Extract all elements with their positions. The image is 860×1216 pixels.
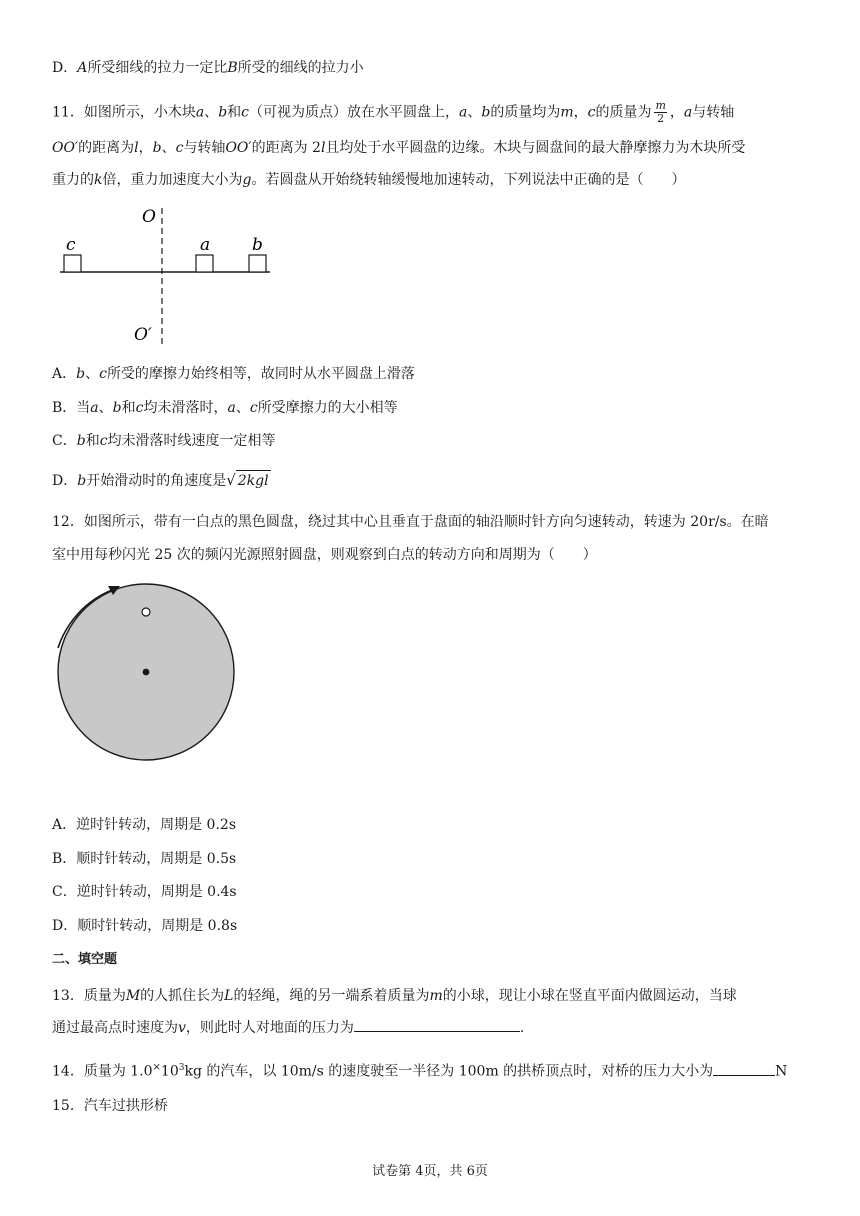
var-b: b (76, 366, 86, 382)
var-L: L (224, 988, 234, 1004)
var-a: a (683, 104, 693, 121)
q14-stem (52, 1058, 787, 1082)
q11-stem-line3 (52, 170, 685, 190)
q12-option-a: A．逆时针转动，周期是 0.2s (52, 817, 237, 833)
stem-text: ， (138, 140, 153, 156)
stem-text: 与转轴 (183, 140, 226, 156)
option-text: 、 (98, 400, 113, 416)
var-c: c (99, 433, 108, 449)
stem-text: 与转轴 (692, 104, 735, 121)
page-footer: 试卷第 4页，共 6页 (372, 1164, 488, 1179)
option-text: 、 (235, 400, 250, 416)
option-label: A． (52, 366, 77, 382)
section-heading-fill-in: 二、填空题 (52, 952, 118, 967)
fraction-numerator: m (655, 99, 666, 112)
var-c: c (241, 104, 249, 121)
stem-text: 13．质量为 (52, 988, 126, 1004)
var-v: v (178, 1020, 186, 1036)
var-A: A (77, 60, 88, 76)
fraction-m-over-2 (654, 100, 666, 125)
stem-text: 重力的 (52, 172, 94, 188)
option-text: 所受摩擦力的大小相等 (257, 400, 398, 416)
stem-text: ， (573, 104, 588, 121)
label-c: c (66, 235, 76, 255)
var-b: b (77, 473, 87, 489)
stem-text: 、 (467, 104, 482, 121)
q11-option-d (52, 470, 271, 491)
center-dot (143, 669, 150, 676)
var-b: b (76, 433, 86, 449)
stem-text: 的距离为 (78, 140, 135, 156)
var-B: B (227, 60, 238, 76)
exponent: 3 (178, 1063, 185, 1073)
q12-option-c: C．逆时针转动，周期是 0.4s (52, 884, 237, 900)
var-M: M (125, 988, 141, 1004)
sqrt-radicand: 2kgl (236, 470, 271, 491)
stem-text: 的小球，现让小球在竖直平面内做圆运动，当球 (442, 988, 737, 1004)
var-OO: OO′ (225, 140, 252, 156)
stem-text: ， (669, 104, 684, 121)
stem-text: 。若圆盘从开始绕转轴缓慢地加速转动，下列说法中正确的是（ ） (251, 172, 686, 188)
stem-text: kg 的汽车，以 10m/s 的速度驶至一半径为 100m 的拱桥顶点时，对桥的压力大小为 (184, 1063, 714, 1080)
option-label: B．当 (52, 400, 91, 416)
option-text: 所受细线的拉力一定比 (87, 60, 228, 76)
var-m: m (429, 988, 443, 1004)
var-a: a (459, 104, 468, 121)
var-g: g (242, 172, 252, 188)
stem-text: 通过最高点时速度为 (52, 1020, 178, 1036)
var-c: c (587, 104, 596, 121)
block-a (196, 255, 213, 272)
block-c (64, 255, 81, 272)
stem-text: 的质量为 (595, 104, 652, 121)
var-c: c (249, 400, 258, 416)
option-label: D． (52, 60, 78, 76)
option-text: 所受的摩擦力始终相等，故同时从水平圆盘上滑落 (106, 366, 415, 382)
fraction-denominator: 2 (657, 112, 665, 125)
q11-stem-line1 (52, 100, 734, 125)
q13-stem-line1 (52, 986, 737, 1006)
q12-option-b: B．顺时针转动，周期是 0.5s (52, 851, 237, 867)
var-k: k (94, 172, 103, 188)
stem-text: 的质量均为 (490, 104, 561, 121)
var-a: a (90, 400, 99, 416)
var-c: c (175, 140, 184, 156)
option-label: C． (52, 433, 77, 449)
stem-text: . (519, 1020, 525, 1036)
label-a: a (200, 235, 211, 255)
stem-text: （可视为质点）放在水平圆盘上， (249, 104, 459, 121)
sqrt-symbol: √ (226, 471, 236, 489)
var-c: c (135, 400, 144, 416)
var-b: b (218, 104, 228, 121)
axis-label-bottom: O′ (134, 325, 152, 345)
axis-label-top: O (142, 207, 156, 227)
option-text: 和 (121, 400, 136, 416)
q11-figure-turntable (50, 200, 290, 350)
var-c: c (99, 366, 107, 382)
var-b: b (481, 104, 491, 121)
stem-text: 和 (227, 104, 242, 121)
answer-blank[interactable] (713, 1061, 775, 1076)
stem-text: 10 (160, 1063, 179, 1080)
stem-text: 14．质量为 1.0 (52, 1063, 153, 1080)
q13-stem-line2 (52, 1017, 524, 1038)
q12-stem-line2: 室中用每秒闪光 25 次的频闪光源照射圆盘，则观察到白点的转动方向和周期为（ ） (52, 547, 597, 563)
var-b: b (112, 400, 122, 416)
q11-stem-line2 (52, 138, 745, 158)
stem-text: 的人抓住长为 (140, 988, 225, 1004)
q15-stem: 15．汽车过拱形桥 (52, 1098, 168, 1114)
option-label: D． (52, 473, 78, 489)
option-text: 开始滑动时的角速度是 (86, 473, 227, 489)
stem-text: 的距离为 2 (251, 140, 321, 156)
var-a: a (227, 400, 236, 416)
var-b: b (152, 140, 162, 156)
q11-option-c (52, 431, 276, 451)
q10-option-d (52, 58, 364, 78)
option-text: 所受的细线的拉力小 (237, 60, 364, 76)
stem-text: 、 (161, 140, 176, 156)
q12-option-d: D．顺时针转动，周期是 0.8s (52, 918, 238, 934)
stem-text: 且均处于水平圆盘的边缘。木块与圆盘间的最大静摩擦力为木块所受 (325, 140, 746, 156)
option-text: 均未滑落时线速度一定相等 (107, 433, 276, 449)
question-number: 11． (52, 104, 84, 121)
stem-text: ，则此时人对地面的压力为 (185, 1020, 354, 1036)
unit-label: N (775, 1063, 788, 1080)
option-text: 、 (85, 366, 100, 382)
times-sign: × (152, 1062, 161, 1073)
var-m: m (560, 104, 574, 121)
stem-text: 、 (204, 104, 219, 121)
var-l: l (320, 140, 326, 156)
stem-text: 如图所示，小木块 (83, 104, 196, 121)
stem-text: 的轻绳，绳的另一端系着质量为 (233, 988, 430, 1004)
label-b: b (252, 235, 263, 255)
stem-text: 倍，重力加速度大小为 (102, 172, 243, 188)
block-b (249, 255, 266, 272)
var-l: l (134, 140, 139, 156)
q12-stem-line1: 12．如图所示，带有一白点的黑色圆盘，绕过其中心且垂直于盘面的轴沿顺时针方向匀速转动，转速为 20r/s。在暗 (52, 514, 769, 530)
var-OO: OO′ (52, 140, 79, 156)
white-dot (142, 608, 150, 616)
q11-option-b (52, 398, 398, 418)
answer-blank[interactable] (354, 1017, 520, 1032)
q11-option-a (52, 364, 415, 384)
var-a: a (195, 104, 205, 121)
option-text: 均未滑落时， (143, 400, 228, 416)
option-text: 和 (85, 433, 100, 449)
q12-figure-disc (50, 580, 250, 780)
